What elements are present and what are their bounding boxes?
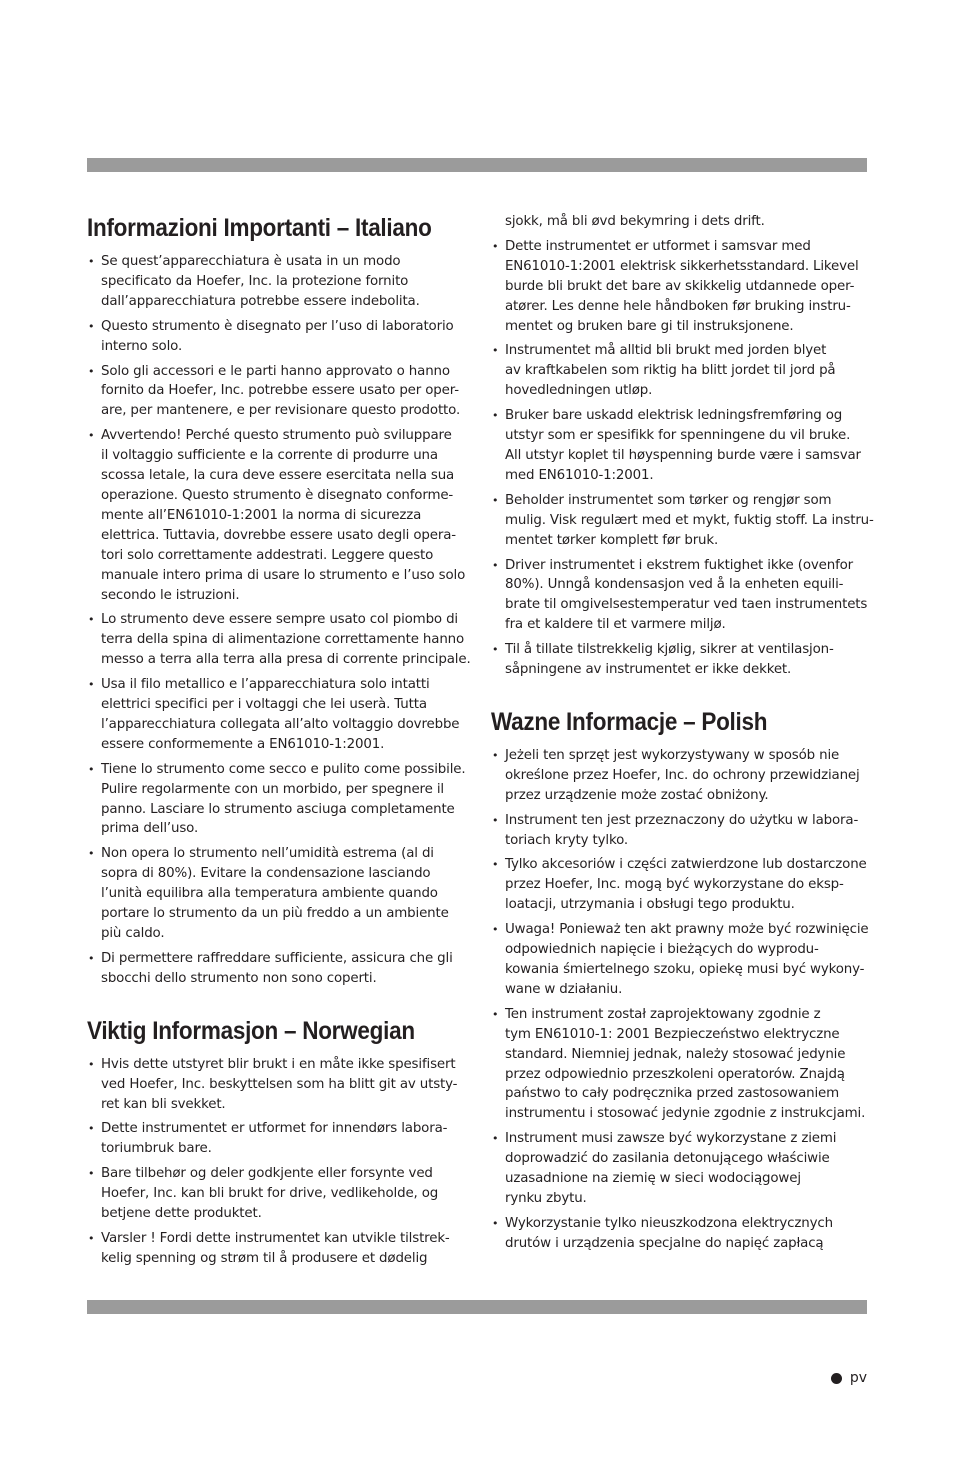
item-line: med EN61010-1:2001. [505, 467, 654, 483]
item-line: określone przez Hoefer, Inc. do ochrony przewidzianej [505, 767, 860, 783]
item-line: elettrica. Tuttavia, dovrebbe essere usato degli opera- [101, 527, 456, 543]
list-item [87, 362, 464, 422]
item-line: • Bare tilbehør og deler godkjente eller forsynte ved [101, 1166, 433, 1182]
item-line: państwo to cały podręcznika przed zastosowaniem [505, 1086, 840, 1102]
item-line: av kraftkabelen som riktig ha blitt jordet til jord på [505, 363, 836, 379]
list-item [87, 1055, 464, 1115]
list-item [491, 237, 868, 337]
section-title-norwegian: Viktig Informasjon – Norwegian [87, 1016, 415, 1045]
item-line: • Usa il filo metallico e l’apparecchiatura solo intatti [101, 677, 430, 693]
item-line: ved Hoefer, Inc. beskyttelsen som ha blitt git av utsty- [101, 1076, 458, 1092]
item-line: • Hvis dette utstyret blir brukt i en måte ikke spesifisert [101, 1056, 456, 1072]
item-line: • Instrument ten jest przeznaczony do użytku w labora- [505, 812, 859, 828]
item-line: toriumbruk bare. [101, 1141, 212, 1157]
item-line: • Wykorzystanie tylko nieuszkodzona elektrycznych [505, 1215, 833, 1231]
item-line: • Se quest’apparecchiatura è usata in un modo [101, 254, 401, 269]
list-item [491, 406, 868, 486]
list-item [491, 746, 868, 806]
list-item-continued [491, 212, 868, 232]
item-line: tym EN61010-1: 2001 Bezpieczeństwo elektryczne [505, 1026, 840, 1042]
item-line: loatacji, utrzymania i obsługi tego produktu. [505, 897, 795, 913]
item-line: essere conformemente a EN61010-1:2001. [101, 736, 385, 752]
list-item [87, 317, 464, 357]
list-item [491, 341, 868, 401]
item-line: drutów i urządzenia specjalne do napięć zapłacą [505, 1235, 824, 1251]
list-item [87, 1229, 464, 1269]
item-line: wane w działaniu. [505, 981, 623, 997]
page-footer [831, 1370, 867, 1386]
item-line: • Dette instrumentet er utformet for innendørs labora- [101, 1121, 448, 1137]
item-line: prima dell’uso. [101, 821, 199, 837]
item-line: specificato da Hoefer, Inc. la protezione fornito [101, 273, 409, 289]
list-item [491, 920, 868, 1000]
item-line: panno. Lasciare lo strumento asciuga completamente [101, 801, 455, 817]
item-line: • Til å tillate tilstrekkelig kjølig, sikrer at ventilasjon- [505, 642, 834, 658]
list-item [87, 610, 471, 670]
top-rule [87, 158, 867, 172]
item-line: fra et kaldere til et varmere miljø. [505, 617, 726, 633]
item-line: sopra di 80%). Evitare la condensazione lasciando [101, 866, 431, 882]
item-line: • Instrumentet må alltid bli brukt med jorden blyet [505, 343, 827, 359]
item-line: sjokk, må bli øvd bekymring i dets drift. [505, 214, 765, 229]
item-line: • Ten instrument został zaprojektowany zgodnie z [505, 1006, 821, 1022]
item-line: fornito da Hoefer, Inc. potrebbe essere usato per oper- [101, 383, 459, 399]
item-line: • Di permettere raffreddare sufficiente, assicura che gli [101, 950, 453, 966]
list-norwegian [87, 1055, 464, 1269]
item-line: mente all’EN61010-1:2001 la norma di sicurezza [101, 507, 422, 523]
item-line: elettrici specifici per i voltaggi che lei userà. Tutta [101, 697, 427, 713]
item-line: hovedledningen utløp. [505, 383, 653, 399]
item-line: manuale intero prima di usare lo strumento e l’uso solo [101, 567, 466, 583]
section-title-polish: Wazne Informacje – Polish [491, 707, 768, 736]
list-item [491, 1129, 868, 1209]
list-item [491, 556, 868, 636]
item-line: • Beholder instrumentet som tørker og rengjør som [505, 492, 832, 508]
item-line: instrumentu i stosować jedynie zgodnie z instrukcjami. [505, 1106, 866, 1122]
item-line: odpowiednich napięcie i bieżących do wyprodu- [505, 942, 819, 958]
item-line: più caldo. [101, 926, 165, 941]
list-item [491, 1214, 868, 1254]
list-item [87, 426, 464, 605]
item-line: All utstyr koplet til høyspenning burde være i samsvar [505, 447, 861, 463]
item-line: utstyr som er spesifikk for spenningene du vil bruke. [505, 428, 851, 444]
item-line: dall’apparecchiatura potrebbe essere indebolita. [101, 293, 420, 309]
list-item [491, 1005, 868, 1124]
list-norwegian-2 [491, 237, 874, 680]
item-line: • Instrument musi zawsze być wykorzystane z ziemi [505, 1131, 837, 1147]
list-item [87, 949, 464, 989]
list-polish [491, 746, 868, 1254]
item-line: uzasadnione na ziemię w sieci wodociągowej [505, 1171, 801, 1187]
item-line: doprowadzić do zasilania detonującego właściwie [505, 1151, 830, 1167]
bottom-rule [87, 1300, 867, 1314]
item-line: 80%). Unngå kondensasjon ved å la enheten equili- [505, 577, 844, 593]
item-line: portare lo strumento da un più freddo a un ambiente [101, 906, 449, 922]
item-line: terra della spina di alimentazione correttamente hanno [101, 632, 465, 648]
item-line: • Non opera lo strumento nell’umidità estrema (al di [101, 846, 434, 862]
item-line: • Avvertendo! Perché questo strumento può sviluppare [101, 428, 452, 444]
item-line: • Solo gli accessori e le parti hanno approvato o hanno [101, 363, 450, 379]
item-line: operazione. Questo strumento è disegnato conforme- [101, 487, 454, 503]
item-line: • Uwaga! Ponieważ ten akt prawny może być rozwinięcie [505, 922, 869, 938]
item-line: • Questo strumento è disegnato per l’uso di laboratorio [101, 318, 454, 334]
list-item [491, 811, 868, 851]
bullet-dot-icon [831, 1373, 842, 1384]
list-item [87, 252, 464, 312]
item-line: • Bruker bare uskadd elektrisk ledningsfremføring og [505, 408, 843, 424]
item-line: interno solo. [101, 338, 183, 354]
item-line: såpningene av instrumentet er ikke dekket. [505, 662, 792, 678]
item-line: scossa letale, la cura deve essere esercitata nella sua [101, 468, 455, 484]
list-item [491, 855, 868, 915]
list-item [87, 675, 464, 755]
item-line: • Tiene lo strumento come secco e pulito come possibile. [101, 761, 466, 777]
left-column [87, 212, 471, 1274]
section-title-italian: Informazioni Importanti – Italiano [87, 214, 432, 242]
item-line: l’unità equilibra alla temperatura ambiente quando [101, 886, 438, 902]
right-column [491, 212, 874, 1259]
item-line: Pulire regolarmente con un morbido, per spegnere il [101, 781, 444, 797]
item-line: l’apparecchiatura collegata all’alto voltaggio dovrebbe [101, 716, 460, 732]
item-line: tori solo correttamente addestrati. Leggere questo [101, 547, 434, 563]
item-line: mulig. Visk regulært med et mykt, fuktig stoff. La instru- [505, 512, 874, 528]
item-line: il voltaggio sufficiente e la corrente di produrre una [101, 448, 438, 464]
item-line: • Tylko akcesoriów i części zatwierdzone lub dostarczone [505, 857, 867, 873]
item-line: ret kan bli svekket. [101, 1096, 226, 1112]
item-line: secondo le istruzioni. [101, 587, 240, 603]
item-line: messo a terra alla terra alla presa di corrente principale. [101, 652, 471, 668]
list-italian [87, 252, 471, 989]
item-line: • Varsler ! Fordi dette instrumentet kan utvikle tilstrek- [101, 1230, 450, 1246]
item-line: • Lo strumento deve essere sempre usato col piombo di [101, 612, 458, 628]
item-line: • Dette instrumentet er utformet i samsvar med [505, 238, 811, 254]
list-item [87, 1119, 464, 1159]
item-line: rynku zbytu. [505, 1190, 587, 1206]
item-line: atører. Les denne hele håndboken før bruking instru- [505, 298, 851, 314]
item-line: sbocchi dello strumento non sono coperti. [101, 970, 377, 986]
list-item [491, 491, 874, 551]
list-item [491, 640, 868, 680]
item-line: • Driver instrumentet i ekstrem fuktighet ikke (ovenfor [505, 557, 854, 573]
list-item [87, 844, 464, 944]
item-line: toriach kryty tylko. [505, 832, 628, 848]
item-line: Hoefer, Inc. kan bli brukt for drive, vedlikeholde, og [101, 1186, 439, 1202]
item-line: mentet tørker komplett før bruk. [505, 532, 719, 548]
item-line: mentet og bruken bare gi til instruksjonene. [505, 318, 794, 334]
item-line: brate til omgivelsestemperatur ved taen instrumentets [505, 597, 868, 613]
list-item [87, 1164, 464, 1224]
item-line: • Jeżeli ten sprzęt jest wykorzystywany w sposób nie [505, 747, 840, 763]
item-line: kelig spenning og strøm til å produsere et dødelig [101, 1250, 428, 1266]
item-line: betjene dette produktet. [101, 1206, 262, 1222]
list-item [87, 760, 464, 840]
item-line: przez Hoefer, Inc. mogą być wykorzystane do eksp- [505, 877, 844, 893]
list-norwegian-continued [491, 212, 868, 232]
item-line: EN61010-1:2001 elektrisk sikkerhetsstandard. Likevel [505, 258, 859, 274]
item-line: standard. Niemniej jednak, należy stosować jedynie [505, 1046, 846, 1062]
item-line: are, per mantenere, e per revisionare questo prodotto. [101, 403, 461, 419]
page-number: pv [849, 1370, 867, 1386]
item-line: burde bli brukt det bare av skikkelig utdannede oper- [505, 278, 855, 294]
item-line: przez odpowiednio przeszkoleni operatorów. Znajdą [505, 1066, 845, 1082]
item-line: kowania śmiertelnego szoku, opiekę musi być wykony- [505, 962, 865, 977]
item-line: przez urządzenie może zostać obniżony. [505, 787, 769, 803]
